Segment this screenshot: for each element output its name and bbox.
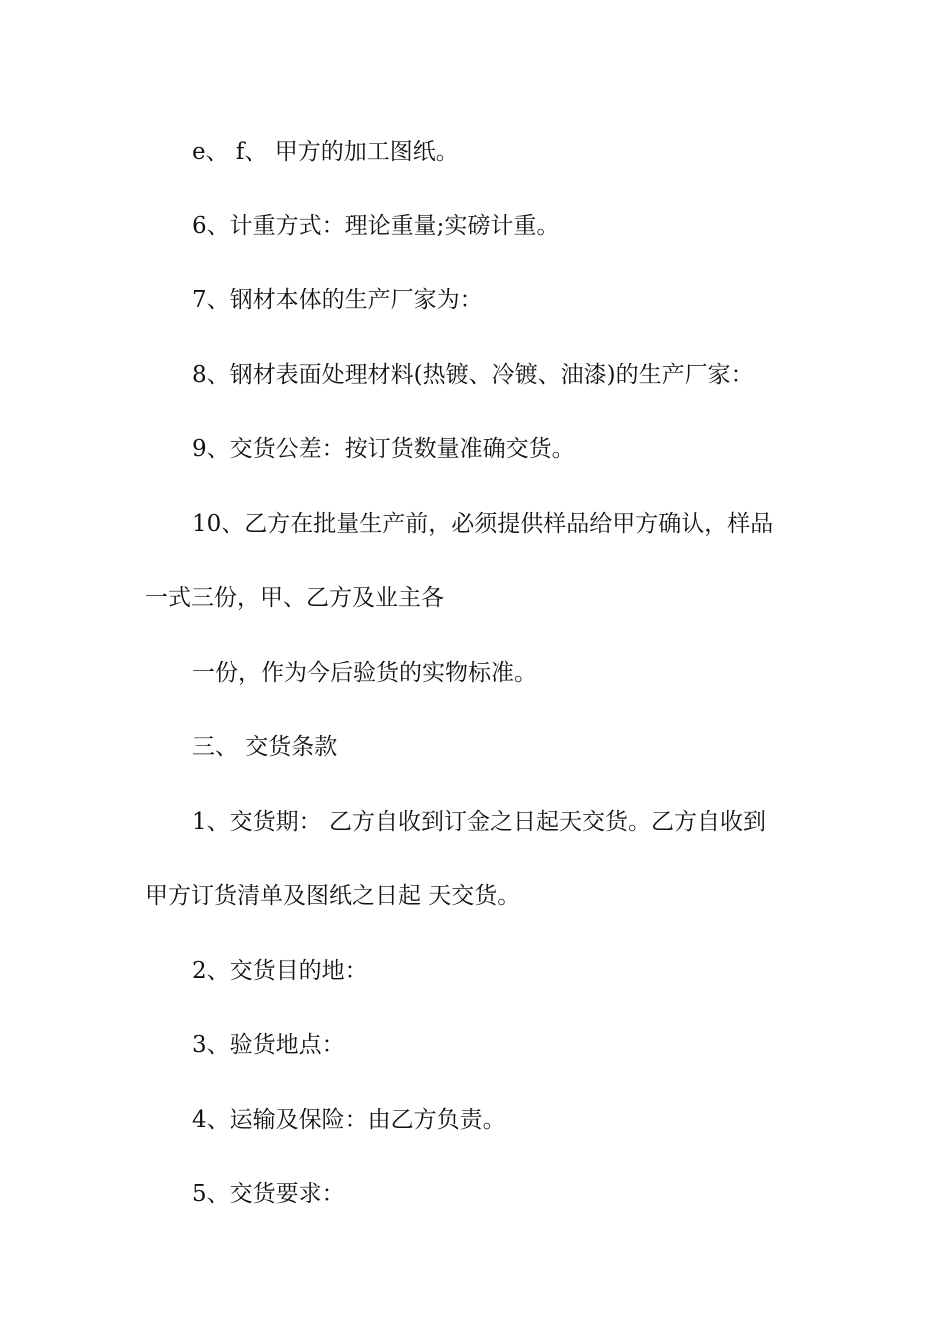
paragraph-delivery-tolerance: 9、交货公差：按订货数量准确交货。	[192, 436, 575, 462]
paragraph-delivery-period-line2: 甲方订货清单及图纸之日起 天交货。	[145, 883, 521, 909]
section-heading-delivery-terms: 三、 交货条款	[192, 734, 338, 760]
paragraph-steel-manufacturer: 7、钢材本体的生产厂家为：	[192, 287, 483, 313]
paragraph-delivery-destination: 2、交货目的地：	[192, 958, 368, 984]
paragraph-drawing-item: e、 f、 甲方的加工图纸。	[192, 139, 459, 165]
paragraph-surface-treatment: 8、钢材表面处理材料(热镀、冷镀、油漆)的生产厂家：	[192, 362, 754, 388]
paragraph-samples-line3: 一份，作为今后验货的实物标准。	[192, 660, 537, 686]
paragraph-weighing-method: 6、计重方式：理论重量;实磅计重。	[192, 213, 560, 239]
paragraph-delivery-period-line1: 1、交货期： 乙方自收到订金之日起天交货。乙方自收到	[192, 809, 766, 835]
paragraph-transport-insurance: 4、运输及保险：由乙方负责。	[192, 1107, 506, 1133]
paragraph-samples-line2: 一式三份，甲、乙方及业主各	[145, 585, 444, 611]
paragraph-inspection-location: 3、验货地点：	[192, 1032, 345, 1058]
paragraph-samples-line1: 10、乙方在批量生产前，必须提供样品给甲方确认，样品	[192, 511, 774, 537]
paragraph-delivery-requirements: 5、交货要求：	[192, 1181, 345, 1207]
